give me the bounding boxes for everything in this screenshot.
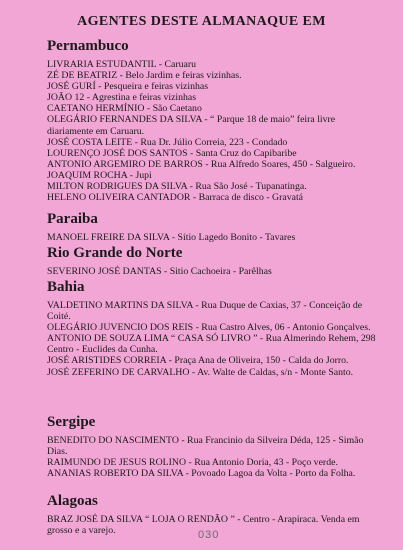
list-item: JOSÉ ARISTIDES CORREIA - Praça Ana de Oliveira, 150 - Calda do Jorro. bbox=[47, 355, 349, 367]
section-paraiba bbox=[47, 211, 383, 243]
list-item: SEVERINO JOSÉ DANTAS - Sitio Cachoeira - Parêlhas bbox=[47, 266, 272, 277]
section-title: Pernambuco bbox=[47, 38, 129, 54]
section-bahia bbox=[47, 279, 383, 378]
page-title: AGENTES DESTE ALMANAQUE EM bbox=[77, 14, 326, 29]
entry-list bbox=[47, 59, 383, 203]
list-item: MANOEL FREIRE DA SILVA - Sítio Lagedo Bonito - Tavares bbox=[47, 232, 296, 243]
section-pernambuco bbox=[47, 38, 383, 203]
entry-list bbox=[47, 300, 383, 378]
entry-list bbox=[47, 266, 383, 277]
list-item: VALDETINO MARTINS DA SILVA - Rua Duque de Caxias, 37 - Conceição de Coité. bbox=[47, 300, 363, 323]
list-item: MILTON RODRIGUES DA SILVA - Rua São José - Tupanatinga. bbox=[47, 181, 307, 193]
list-item: BRAZ JOSÉ DA SILVA “ LOJA O RENDÃO ” - Centro - Arapiraca. Venda em grosso e a varejo. bbox=[47, 514, 360, 537]
list-item: CAETANO HERMÍNIO - São Caetano bbox=[47, 103, 202, 115]
list-item: OLEGÁRIO FERNANDES DA SILVA - “ Parque 18 de maio” feira livre diariamente em Caruaru. bbox=[47, 114, 336, 137]
section-rio-grande-do-norte bbox=[47, 245, 383, 277]
list-item: JOSÉ ZEFERINO DE CARVALHO - Av. Walte de Caldas, s/n - Monte Santo. bbox=[47, 366, 354, 378]
section-title: Paraiba bbox=[47, 211, 98, 227]
list-item: JOSÉ COSTA LEITE - Rua Dr. Júlio Correia, 223 - Condado bbox=[47, 136, 288, 148]
section-title: Rio Grande do Norte bbox=[47, 245, 183, 261]
list-item: JOAQUIM ROCHA - Jupi bbox=[47, 169, 152, 181]
list-item: ZÉ DE BEATRIZ - Belo Jardim e feiras vizinhas. bbox=[47, 70, 242, 82]
list-item: ANANIAS ROBERTO DA SILVA - Povoado Lagoa da Volta - Porto da Folha. bbox=[47, 468, 356, 480]
entry-list bbox=[47, 435, 383, 479]
section-title: Sergipe bbox=[47, 414, 96, 430]
entry-list bbox=[47, 232, 383, 243]
list-item: OLEGÁRIO JUVENCIO DOS REIS - Rua Castro Alves, 06 - Antonio Gonçalves. bbox=[47, 322, 371, 334]
list-item: JOÃO 12 - Agrestina e feiras vizinhas bbox=[47, 92, 197, 104]
list-item: BENEDITO DO NASCIMENTO - Rua Francinio da Silveira Déda, 125 - Simão Dias. bbox=[47, 435, 364, 458]
list-item: RAIMUNDO DE JESUS ROLINO - Rua Antonio Doria, 43 - Poço verde. bbox=[47, 457, 338, 469]
list-item: JOSÉ GURÍ - Pesqueira e feiras vizinhas bbox=[47, 81, 209, 93]
list-item: LOURENÇO JOSÉ DOS SANTOS - Santa Cruz do Capibaribe bbox=[47, 147, 297, 159]
section-sergipe bbox=[47, 414, 383, 479]
section-title: Bahia bbox=[47, 279, 85, 295]
list-item: HELENO OLIVEIRA CANTADOR - Barraca de disco - Gravatá bbox=[47, 192, 304, 204]
list-item: ANTONIO ARGEMIRO DE BARROS - Rua Alfredo Soares, 450 - Salgueiro. bbox=[47, 158, 356, 170]
section-title: Alagoas bbox=[47, 493, 98, 509]
list-item: ANTONIO DE SOUZA LIMA “ CASA SÓ LIVRO ” - Rua Almerindo Rehem, 298 Centro - Euclides da Cunha. bbox=[47, 333, 376, 356]
page-number: 030 bbox=[198, 529, 220, 541]
list-item: LIVRARIA ESTUDANTIL - Caruaru bbox=[47, 59, 197, 70]
